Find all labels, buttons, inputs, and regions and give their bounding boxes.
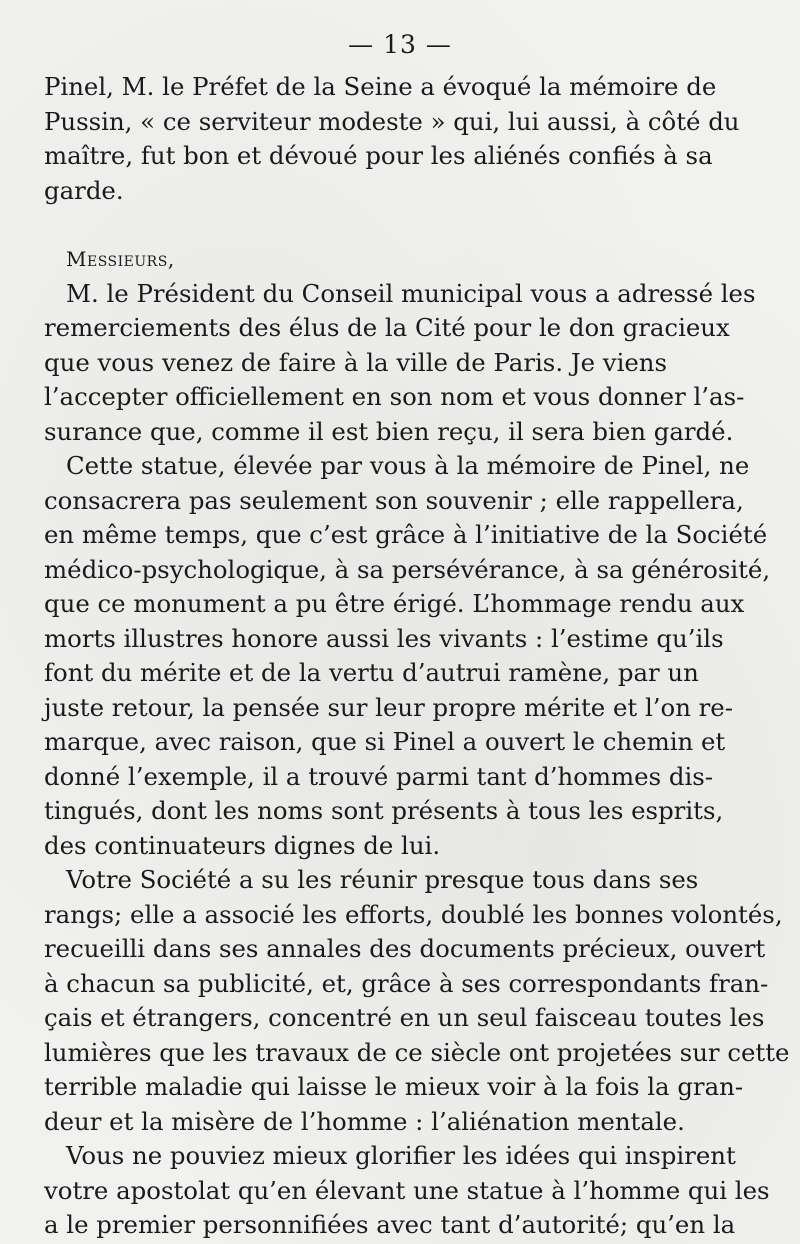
- paragraph: [44, 449, 771, 863]
- text-line: Cette statue, élevée par vous à la mémoire de Pinel, ne: [66, 451, 750, 480]
- text-line: l’accepter officiellement en son nom et vous donner l’as-: [44, 382, 745, 411]
- paragraph: [44, 277, 756, 450]
- text-line: lumières que les travaux de ce siècle ont projetées sur cette: [44, 1037, 790, 1067]
- text-line: votre apostolat qu’en élevant une statue à l’homme qui les: [44, 1175, 770, 1205]
- text-line: morts illustres honore aussi les vivants : l’estime qu’ils: [44, 623, 724, 653]
- paragraph: [44, 70, 740, 208]
- body-text: [44, 70, 790, 1243]
- text-line: juste retour, la pensée sur leur propre mérite et l’on re-: [44, 692, 733, 722]
- text-line: surance que, comme il est bien reçu, il sera bien gardé.: [44, 416, 734, 446]
- text-line: recueilli dans ses annales des documents précieux, ouvert: [44, 934, 766, 963]
- text-line: Pinel, M. le Préfet de la Seine a évoqué la mémoire de: [44, 72, 717, 101]
- text-line: terrible maladie qui laisse le mieux voir à la fois la gran-: [44, 1072, 744, 1101]
- paragraph: [44, 863, 790, 1139]
- text-line: Votre Société a su les réunir presque tous dans ses: [66, 865, 699, 894]
- text-line: que ce monument a pu être érigé. L’hommage rendu aux: [44, 589, 745, 618]
- text-line: tingués, dont les noms sont présents à tous les esprits,: [44, 796, 724, 825]
- text-line: marque, avec raison, que si Pinel a ouvert le chemin et: [44, 727, 726, 756]
- text-line: çais et étrangers, concentré en un seul faisceau toutes les: [44, 1003, 765, 1032]
- text-line: remerciements des élus de la Cité pour le don gracieux: [44, 313, 730, 342]
- text-line: médico-psychologique, à sa persévérance, à sa générosité,: [44, 554, 771, 584]
- text-line: rangs; elle a associé les efforts, doublé les bonnes volontés,: [44, 899, 783, 929]
- text-line: font du mérite et de la vertu d’autrui ramène, par un: [44, 658, 699, 687]
- text-line: deur et la misère de l’homme : l’aliénation mentale.: [44, 1106, 685, 1136]
- text-line: garde.: [44, 175, 124, 205]
- page-number: — 13 —: [348, 30, 452, 59]
- text-line: Vous ne pouviez mieux glorifier les idées qui inspirent: [66, 1141, 736, 1170]
- text-line: maître, fut bon et dévoué pour les aliénés confiés à sa: [44, 141, 713, 170]
- text-line: a le premier personnifiées avec tant d’autorité; qu’en la: [44, 1210, 736, 1239]
- text-line: que vous venez de faire à la ville de Paris. Je viens: [44, 347, 668, 377]
- salutation-heading: Messieurs,: [66, 247, 175, 271]
- text-line: donné l’exemple, il a trouvé parmi tant d’hommes dis-: [44, 761, 714, 791]
- text-line: M. le Président du Conseil municipal vous a adressé les: [66, 278, 756, 308]
- paragraph: [44, 1139, 770, 1243]
- text-line: Pussin, « ce serviteur modeste » qui, lui aussi, à côté du: [44, 106, 740, 136]
- text-line: des continuateurs dignes de lui.: [44, 830, 441, 860]
- text-line: consacrera pas seulement son souvenir ; elle rappellera,: [44, 485, 744, 515]
- text-line: à chacun sa publicité, et, grâce à ses correspondants fran-: [44, 968, 769, 998]
- text-line: en même temps, que c’est grâce à l’initiative de la Société: [44, 520, 768, 549]
